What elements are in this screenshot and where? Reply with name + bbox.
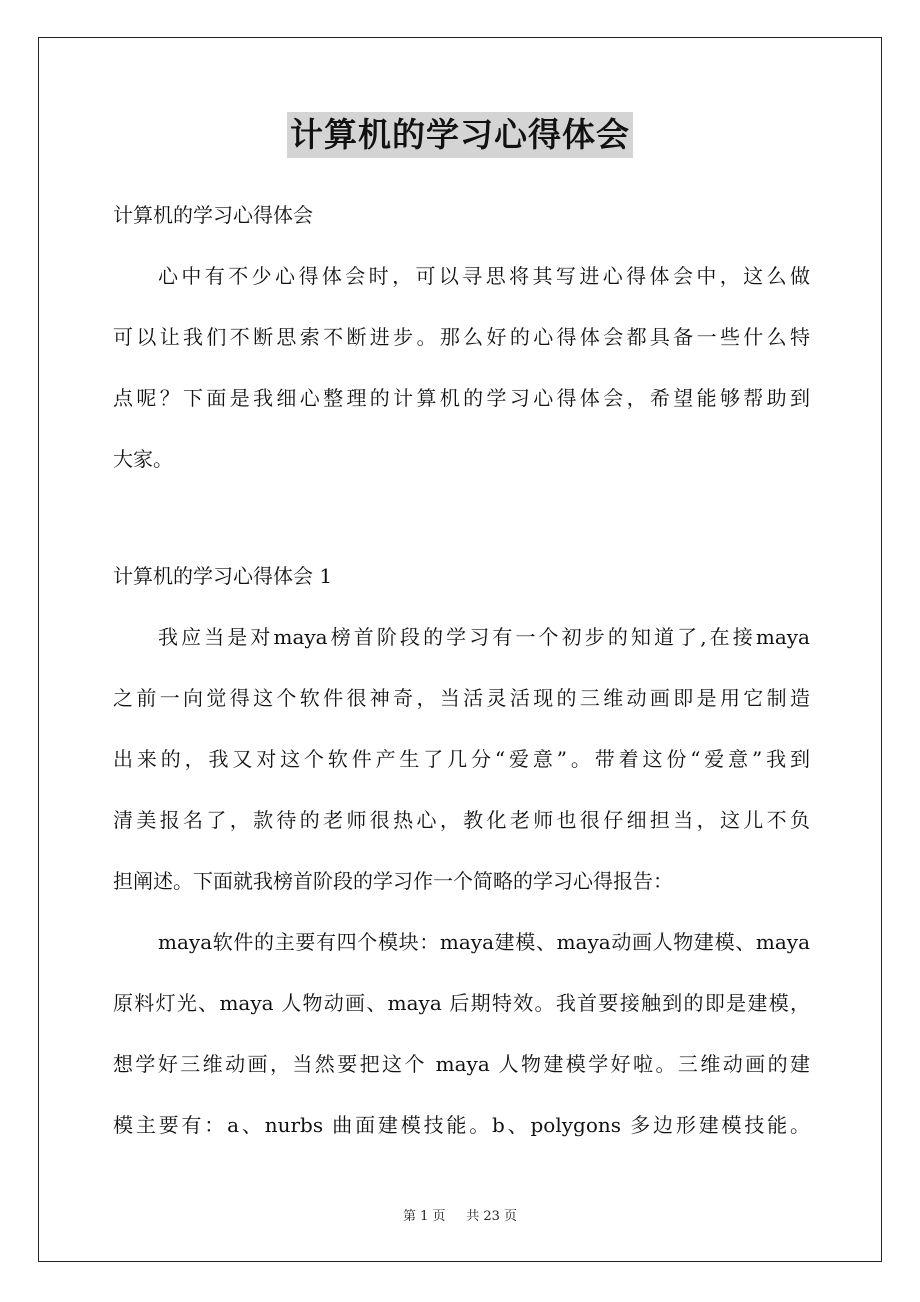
document-body — [113, 190, 810, 1161]
page-footer — [0, 1205, 920, 1224]
document-title: 计算机的学习心得体会 — [287, 112, 633, 158]
page-number: 第 1 页 — [402, 1209, 446, 1224]
total-pages: 共 23 页 — [466, 1209, 518, 1224]
body-line: 担阐述。下面就我榜首阶段的学习作一个简略的学习心得报告： — [113, 869, 673, 893]
body-line: 模主要有：a、nurbs 曲面建模技能。b、polygons 多边形建模技能。 — [113, 1113, 810, 1137]
intro-line: 心中有不少心得体会时，可以寻思将其写进心得体会中，这么做 — [158, 264, 810, 288]
section-heading: 计算机的学习心得体会 1 — [113, 564, 333, 588]
title-container — [0, 112, 920, 158]
intro-line: 可以让我们不断思索不断进步。那么好的心得体会都具备一些什么特 — [113, 325, 810, 349]
body-line: 之前一向觉得这个软件很神奇，当活灵活现的三维动画即是用它制造 — [113, 686, 810, 710]
intro-line: 点呢？下面是我细心整理的计算机的学习心得体会，希望能够帮助到 — [113, 386, 810, 410]
body-line: maya软件的主要有四个模块：maya建模、maya动画人物建模、maya — [158, 930, 810, 954]
body-line: 清美报名了，款待的老师很热心，教化老师也很仔细担当，这儿不负 — [113, 808, 810, 832]
intro-line: 大家。 — [113, 447, 173, 471]
body-line: 我应当是对maya榜首阶段的学习有一个初步的知道了,在接maya — [158, 625, 810, 649]
body-line: 出来的，我又对这个软件产生了几分“爱意”。带着这份“爱意”我到 — [113, 747, 810, 771]
subtitle: 计算机的学习心得体会 — [113, 203, 313, 227]
body-line: 原料灯光、maya 人物动画、maya 后期特效。我首要接触到的即是建模， — [113, 991, 810, 1015]
body-line: 想学好三维动画，当然要把这个 maya 人物建模学好啦。三维动画的建 — [113, 1052, 810, 1076]
paragraph-gap — [113, 495, 810, 551]
